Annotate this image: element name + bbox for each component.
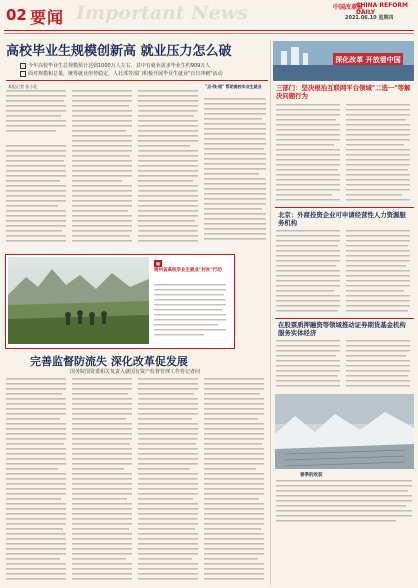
text-col-1 bbox=[6, 90, 66, 242]
issue-date: 2021.06.10 星期四 bbox=[345, 15, 394, 21]
right-headline-1: 三部门：坚决根治互联网平台领域"二选一"等解决问题行为 bbox=[276, 84, 411, 100]
right-divider-2 bbox=[275, 318, 414, 319]
main-body-text bbox=[6, 90, 268, 250]
section-title-en: Important News bbox=[76, 2, 248, 24]
column-divider bbox=[270, 40, 271, 585]
salt-field-photo bbox=[275, 394, 414, 469]
second-subhead: 国务院国资委相关负责人就国有资产监督管理工作答记者问 bbox=[70, 369, 201, 375]
checkbox-bullet-icon bbox=[20, 71, 26, 77]
photo-tag: ■ bbox=[156, 261, 160, 266]
photo-caption-text bbox=[154, 284, 226, 344]
section-title: 要闻 bbox=[30, 8, 65, 27]
right-headline-3: 在股票质押融资等领域推动证券期货基金机构服务实体经济 bbox=[278, 321, 406, 337]
second-headline: 完善监督防流失 深化改革促发展 bbox=[30, 355, 188, 368]
right-body-1 bbox=[276, 104, 412, 204]
right-headline-2: 北京：外商投资企业可申请经营性人力资源服务机构 bbox=[278, 211, 406, 227]
right-body-4 bbox=[276, 480, 412, 582]
headline-divider bbox=[6, 80, 268, 81]
main-subhead-2: 面对规模和总量，统筹就业形势稳定，人社部等部门积极开展毕业生就业"百日冲刺"活动 bbox=[20, 70, 280, 77]
right-divider-1 bbox=[275, 207, 414, 208]
masthead-rule bbox=[4, 30, 414, 31]
main-subhead-1: 今年高校毕业生总规模预计达到1000万人左右，其中有就业需求毕业生约909万人 bbox=[20, 62, 280, 69]
masthead-rule-thin bbox=[4, 33, 414, 34]
main-headline: 高校毕业生规模创新高 就业压力怎么破 bbox=[6, 44, 232, 59]
newspaper-name-en: CHINA REFORM DAILY bbox=[356, 2, 408, 16]
banner-text: 深化改革 开放看中国 bbox=[335, 56, 401, 64]
right-photo-caption: 春季的收获 bbox=[300, 473, 323, 478]
byline: 本报记者 张小北 bbox=[8, 84, 38, 89]
right-body-3 bbox=[276, 340, 412, 392]
section-label: "点·线·面" 帮助高校毕业生就业 bbox=[205, 84, 262, 89]
banner-image bbox=[273, 41, 414, 81]
page-number: 02 bbox=[6, 6, 27, 24]
right-body-2 bbox=[276, 230, 412, 316]
second-body-text bbox=[6, 378, 268, 583]
photo-caption-title: 贵州省高校毕业生就业"村社"行动 bbox=[154, 268, 222, 273]
farm-photo bbox=[8, 257, 149, 344]
checkbox-bullet-icon bbox=[20, 63, 26, 69]
newspaper-name-cn: 中国改革报 bbox=[333, 4, 364, 11]
